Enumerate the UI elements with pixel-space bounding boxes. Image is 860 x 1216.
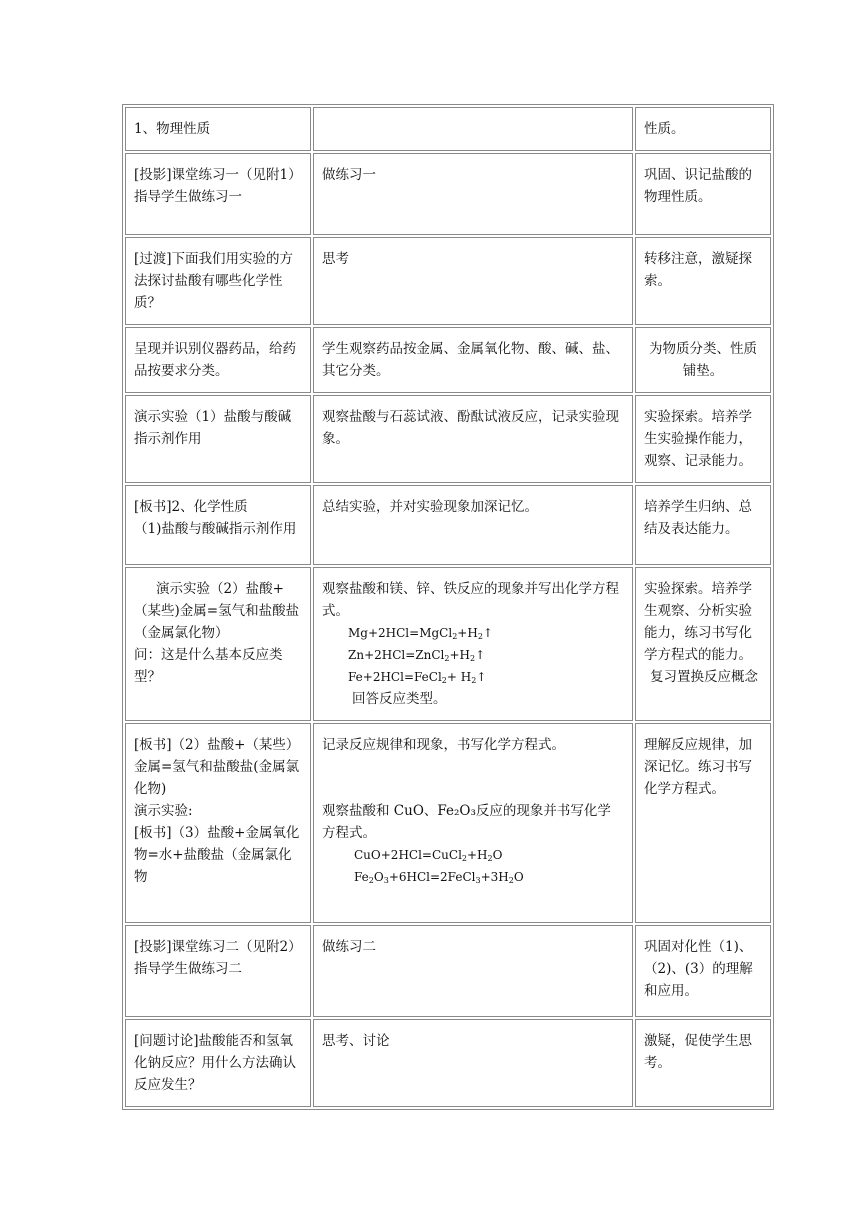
eq-part: +3H xyxy=(480,870,509,884)
design-intent-cell xyxy=(635,567,771,721)
teacher-activity-cell xyxy=(125,567,311,721)
eq-sub: 2 xyxy=(452,632,458,641)
cell-text: 总结实验，并对实验现象加深记忆。 xyxy=(322,499,538,515)
cell-text: 思考、讨论 xyxy=(322,1033,390,1049)
cell-text: 问：这是什么基本反应类型？ xyxy=(134,647,283,685)
cell-text: 为物质分类、性质铺垫。 xyxy=(649,341,757,379)
equation-zn xyxy=(322,644,624,666)
eq-sub: 3 xyxy=(383,876,389,885)
teacher-activity-cell xyxy=(125,395,311,483)
student-activity-cell xyxy=(313,153,633,235)
table-row xyxy=(125,153,771,235)
lesson-page xyxy=(122,104,768,1110)
cell-text: 演示实验: xyxy=(134,803,193,819)
teacher-activity-cell xyxy=(125,485,311,565)
design-intent-cell xyxy=(635,395,771,483)
cell-text: 做练习一 xyxy=(322,167,376,183)
eq-sub: 2 xyxy=(461,854,467,863)
eq-sub: 2 xyxy=(444,654,450,663)
design-intent-cell xyxy=(635,723,771,923)
cell-text: 转移注意，激疑探索。 xyxy=(644,251,752,289)
teacher-activity-cell xyxy=(125,107,311,151)
design-intent-cell xyxy=(635,237,771,325)
eq-part: Fe+2HCl=FeCl xyxy=(348,670,442,684)
design-intent-cell xyxy=(635,153,771,235)
eq-part: +H xyxy=(457,626,478,640)
eq-part: Fe xyxy=(354,870,369,884)
eq-part: +6HCl=2FeCl xyxy=(388,870,476,884)
eq-sub: 2 xyxy=(477,632,483,641)
cell-text: 理解反应规律，加深记忆。练习书写化学方程式。 xyxy=(644,737,752,797)
cell-text: 观察盐酸和镁、锌、铁反应的现象并写出化学方程式。 xyxy=(322,581,619,619)
equation-fe xyxy=(322,666,624,688)
eq-arrow: ↑ xyxy=(476,670,487,684)
eq-sub: 2 xyxy=(368,876,374,885)
cell-text: 学生观察药品按金属、金属氧化物、酸、碱、盐、其它分类。 xyxy=(322,341,619,379)
lesson-plan-table xyxy=(122,104,774,1110)
eq-part: +H xyxy=(449,648,471,662)
eq-part: O xyxy=(492,848,503,862)
teacher-activity-cell xyxy=(125,723,311,923)
eq-part: CuO+2HCl=CuCl xyxy=(354,848,462,862)
cell-text: 实验探索。培养学生观察、分析实验能力，练习书写化学方程式的能力。 xyxy=(644,581,752,663)
teacher-activity-cell xyxy=(125,925,311,1017)
teacher-activity-cell xyxy=(125,153,311,235)
eq-part: Zn+2HCl=ZnCl xyxy=(348,648,445,662)
cell-text: [投影]课堂练习二（见附2） xyxy=(134,939,302,955)
spacer xyxy=(322,756,624,800)
student-activity-cell xyxy=(313,925,633,1017)
cell-text: 培养学生归纳、总结及表达能力。 xyxy=(644,499,752,537)
cell-text: 1、物理性质 xyxy=(134,121,211,137)
cell-text: 巩固对化性（1)、（2)、(3）的理解和应用。 xyxy=(644,939,753,999)
cell-text: 呈现并识别仪器药品，给药品按要求分类。 xyxy=(134,341,296,379)
student-activity-cell xyxy=(313,237,633,325)
table-row xyxy=(125,1019,771,1107)
teacher-activity-cell xyxy=(125,327,311,393)
cell-text: [板书]（3）盐酸+金属氧化物=水+盐酸盐（金属氯化物 xyxy=(134,825,300,885)
cell-text: （1)盐酸与酸碱指示剂作用 xyxy=(134,521,297,537)
table-row xyxy=(125,327,771,393)
table-row xyxy=(125,485,771,565)
table-row xyxy=(125,925,771,1017)
eq-part: O xyxy=(513,870,524,884)
table-row xyxy=(125,395,771,483)
eq-sub: 2 xyxy=(470,654,476,663)
cell-text: [板书]2、化学性质 xyxy=(134,499,248,515)
table-row xyxy=(125,107,771,151)
eq-sub: 2 xyxy=(487,854,493,863)
cell-text: [问题讨论]盐酸能否和氢氧化钠反应？用什么方法确认反应发生？ xyxy=(134,1033,296,1093)
design-intent-cell xyxy=(635,1019,771,1107)
student-activity-cell xyxy=(313,1019,633,1107)
student-activity-cell xyxy=(313,327,633,393)
design-intent-cell xyxy=(635,925,771,1017)
design-intent-cell xyxy=(635,485,771,565)
design-intent-cell xyxy=(635,327,771,393)
student-activity-cell xyxy=(313,485,633,565)
cell-text: 性质。 xyxy=(644,121,685,137)
cell-text: 演示实验（1）盐酸与酸碱指示剂作用 xyxy=(134,409,292,447)
cell-text: 思考 xyxy=(322,251,349,267)
cell-text: 激疑，促使学生思考。 xyxy=(644,1033,752,1071)
cell-text: 回答反应类型。 xyxy=(352,691,447,707)
eq-part: + H xyxy=(446,670,472,684)
cell-text: 记录反应规律和现象，书写化学方程式。 xyxy=(322,737,565,753)
cell-text: 实验探索。培养学生实验操作能力，观察、记录能力。 xyxy=(644,409,752,469)
eq-sub: 3 xyxy=(475,876,481,885)
eq-part: O xyxy=(373,870,384,884)
cell-text: 观察盐酸和 CuO、Fe₂O₃反应的现象并书写化学方程式。 xyxy=(322,803,611,841)
eq-sub: 2 xyxy=(508,876,514,885)
eq-sub: 2 xyxy=(441,676,447,685)
equation-cuo xyxy=(322,844,624,866)
cell-text: 巩固、识记盐酸的物理性质。 xyxy=(644,167,752,205)
student-activity-cell xyxy=(313,395,633,483)
eq-sub: 2 xyxy=(471,676,477,685)
cell-text: [投影]课堂练习一（见附1） xyxy=(134,167,302,183)
equation-mg xyxy=(322,622,624,644)
student-activity-cell xyxy=(313,107,633,151)
eq-part: +H xyxy=(467,848,488,862)
cell-text: [过渡]下面我们用实验的方法探讨盐酸有哪些化学性质？ xyxy=(134,251,294,311)
cell-text: 做练习二 xyxy=(322,939,376,955)
table-row xyxy=(125,237,771,325)
cell-text: 演示实验（2）盐酸+（某些)金属=氢气和盐酸盐（金属氯化物） xyxy=(134,581,300,641)
cell-text: 复习置换反应概念 xyxy=(650,669,758,685)
student-activity-cell xyxy=(313,567,633,721)
cell-text: 指导学生做练习二 xyxy=(134,961,242,977)
eq-part: Mg+2HCl=MgCl xyxy=(348,626,453,640)
equation-fe2o3 xyxy=(322,866,624,888)
cell-text: [板书]（2）盐酸+（某些）金属=氢气和盐酸盐(金属氯化物) xyxy=(134,737,300,797)
cell-text: 观察盐酸与石蕊试液、酚酞试液反应，记录实验现象。 xyxy=(322,409,619,447)
table-row xyxy=(125,723,771,923)
teacher-activity-cell xyxy=(125,1019,311,1107)
student-activity-cell xyxy=(313,723,633,923)
eq-arrow: ↑ xyxy=(482,626,493,640)
eq-arrow: ↑ xyxy=(475,648,486,662)
teacher-activity-cell xyxy=(125,237,311,325)
table-row xyxy=(125,567,771,721)
design-intent-cell xyxy=(635,107,771,151)
cell-text: 指导学生做练习一 xyxy=(134,189,242,205)
